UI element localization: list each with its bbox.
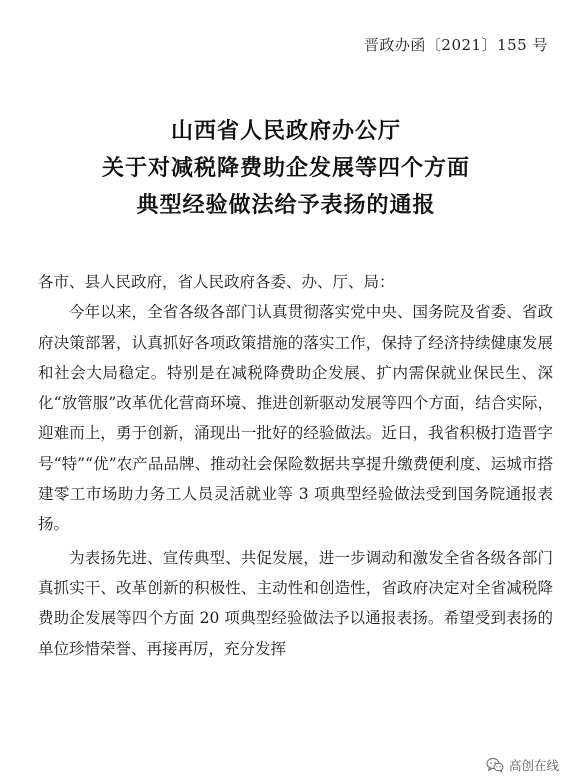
salutation: 各市、县人民政府，省人民政府各委、办、厅、局： (38, 273, 395, 291)
watermark (483, 755, 562, 775)
paragraph-2: 为表扬先进、宣传典型、共促发展，进一步调动和激发全省各级各部门真抓实干、改革创新的积极性、主动性和创造性，省政府决定对全省减税降费助企发展等四个方面 20 项典型经验做法予以通报表扬。希望受到表扬的单位珍惜荣誉、再接再厉，充分发挥 (38, 548, 553, 658)
paragraph-1: 今年以来，全省各级各部门认真贯彻落实党中央、国务院及省委、省政府决策部署，认真抓好各项政策措施的落实工作，保持了经济持续健康发展和社会大局稳定。特别是在减税降费助企发展、扩内需保就业保民生、深化“放管服”改革优化营商环境、推进创新驱动发展等四个方面，结合实际，迎难而上，勇于创新，涌现出一批好的经验做法。近日，我省积极打造晋字号“特”“优”农产品品牌、推动社会保险数据共享提升缴费便利度、运城市搭建零工市场助力务工人员灵活就业等 3 项典型经验做法受到国务院通报表扬。 (38, 303, 553, 534)
document-number: 晋政办函〔2021〕155 号 (363, 36, 548, 54)
wechat-icon (486, 757, 504, 773)
document-title (0, 113, 572, 224)
document-body (38, 267, 553, 664)
title-line-3: 典型经验做法给予表扬的通报 (136, 192, 436, 218)
title-line-2: 关于对减税降费助企发展等四个方面 (101, 155, 470, 181)
watermark-label: 高创在线 (508, 758, 559, 773)
title-line-1: 山西省人民政府办公厅 (170, 118, 401, 144)
